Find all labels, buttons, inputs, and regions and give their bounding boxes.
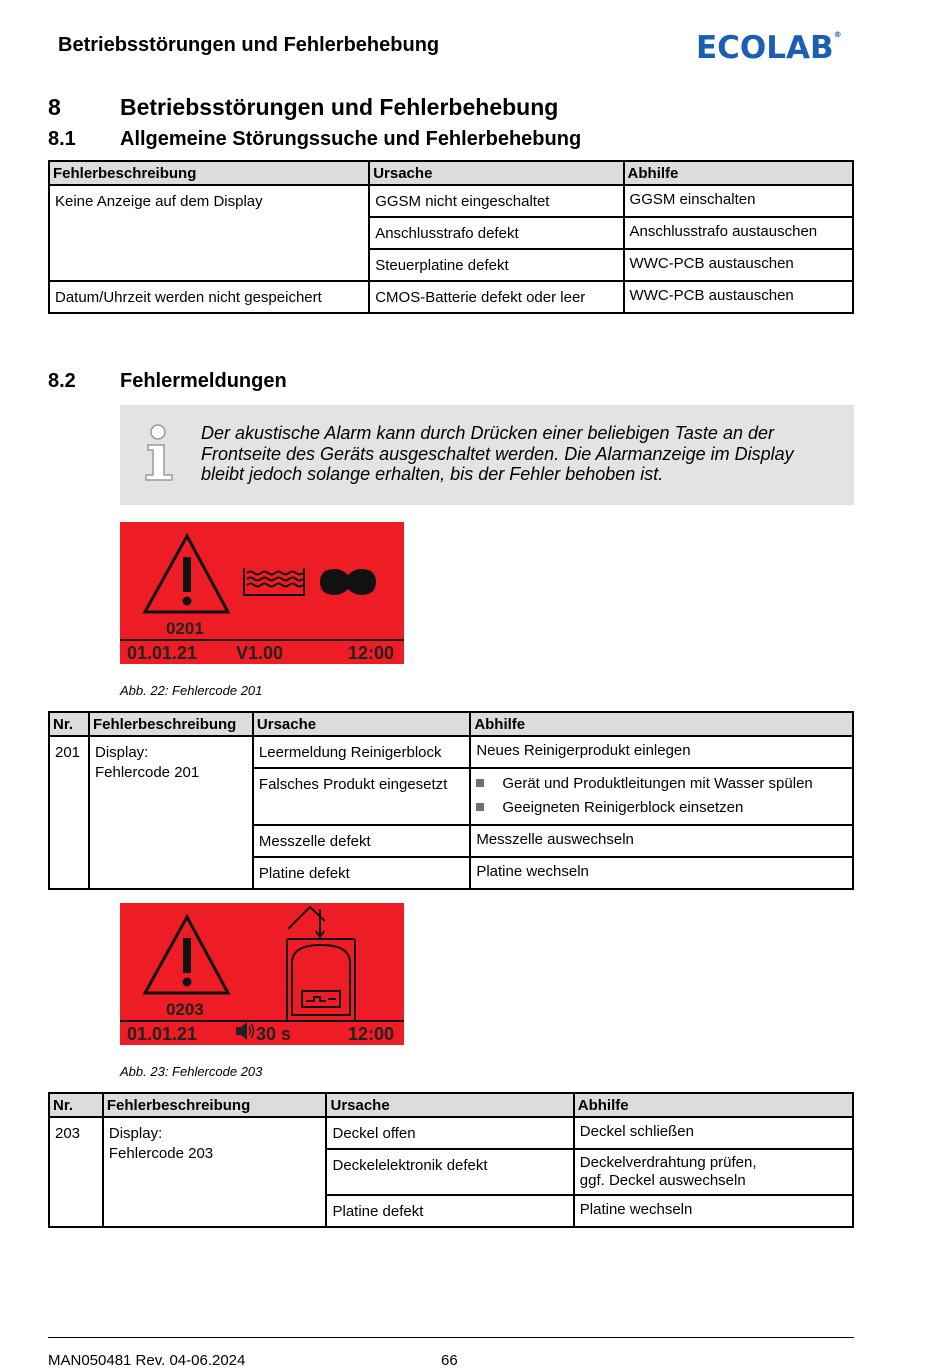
section-82-number: 8.2: [48, 370, 76, 392]
table-cell: [470, 768, 853, 825]
display-timer: 30 s: [256, 1024, 292, 1044]
section-81-number: 8.1: [48, 128, 76, 150]
info-icon: [140, 423, 180, 483]
section-8-title: Betriebsstörungen und Fehlerbehebung: [120, 94, 559, 120]
figure-caption-23: Abb. 23: Fehlercode 203: [120, 1064, 263, 1079]
display-time: 12:00: [348, 643, 395, 663]
column-header: Nr.: [49, 712, 89, 736]
column-header: Abhilfe: [574, 1093, 853, 1117]
table-cell: Deckel schließen: [574, 1117, 853, 1149]
table-cell: CMOS-Batterie defekt oder leer: [369, 281, 623, 313]
header-title: Betriebsstörungen und Fehlerbehebung: [58, 34, 440, 56]
error-203-table: [48, 1092, 854, 1228]
column-header: Abhilfe: [624, 161, 853, 185]
table-header-row: [49, 161, 853, 185]
table-cell: Messzelle auswechseln: [470, 825, 853, 857]
table-cell: Deckelverdrahtung prüfen, ggf. Deckel auswechseln: [574, 1149, 853, 1195]
column-header: Fehlerbeschreibung: [103, 1093, 327, 1117]
column-header: Fehlerbeschreibung: [49, 161, 369, 185]
column-header: Abhilfe: [470, 712, 853, 736]
table-cell: WWC-PCB austauschen: [624, 249, 853, 281]
table-cell: Platine wechseln: [470, 857, 853, 889]
table-header-row: [49, 1093, 853, 1117]
table-cell: Anschlusstrafo defekt: [369, 217, 623, 249]
footer-divider: [48, 1337, 854, 1338]
table-cell: Datum/Uhrzeit werden nicht gespeichert: [49, 281, 369, 313]
column-header: Nr.: [49, 1093, 103, 1117]
document-number: MAN050481 Rev. 04-06.2024: [48, 1352, 246, 1369]
display-version: V1.00: [236, 643, 284, 663]
table-cell: Deckelelektronik defekt: [326, 1149, 573, 1195]
table-cell: Anschlusstrafo austauschen: [624, 217, 853, 249]
info-note-text: Der akustische Alarm kann durch Drücken einer beliebigen Taste an der Frontseite des Geräts ausgeschaltet werden. Die Alarmanzeige im Display bleibt jedoch solange erhalten, bis der Fehler behoben ist.: [201, 423, 794, 484]
speaker-icon: [236, 1022, 254, 1040]
table-cell: Leermeldung Reinigerblock: [253, 736, 470, 768]
section-8-number: 8: [48, 94, 61, 120]
display-date: 01.01.21: [127, 643, 198, 663]
table-cell: Platine defekt: [253, 857, 470, 889]
table-cell: Keine Anzeige auf dem Display: [49, 185, 369, 281]
water-container-icon: [244, 568, 304, 595]
page-number: 66: [441, 1352, 458, 1369]
table-cell: Display: Fehlercode 203: [103, 1117, 327, 1227]
error-code: 0201: [166, 619, 204, 638]
display-time: 12:00: [348, 1024, 395, 1044]
table-cell: GGSM einschalten: [624, 185, 853, 217]
list-item: Gerät und Produktleitungen mit Wasser spülen: [476, 772, 847, 796]
error-code: 0203: [166, 1000, 204, 1019]
table-cell: Display: Fehlercode 201: [89, 736, 253, 889]
table-cell: 201: [49, 736, 89, 889]
table-cell: 203: [49, 1117, 103, 1227]
column-header: Ursache: [326, 1093, 573, 1117]
table-cell: GGSM nicht eingeschaltet: [369, 185, 623, 217]
display-screen-203: [120, 903, 404, 1045]
table-cell: Steuerplatine defekt: [369, 249, 623, 281]
table-cell: WWC-PCB austauschen: [624, 281, 853, 313]
table-header-row: [49, 712, 853, 736]
figure-caption-22: Abb. 22: Fehlercode 201: [120, 683, 263, 698]
table-cell: Neues Reinigerprodukt einlegen: [470, 736, 853, 768]
table-row: [49, 1117, 853, 1149]
table-row: [49, 281, 853, 313]
section-82-title: Fehlermeldungen: [120, 370, 287, 392]
column-header: Ursache: [253, 712, 470, 736]
column-header: Fehlerbeschreibung: [89, 712, 253, 736]
open-lid-icon: [287, 907, 355, 1021]
table-cell: Platine wechseln: [574, 1195, 853, 1227]
cleaner-block-icon: [320, 569, 376, 595]
table-row: [49, 185, 853, 217]
error-201-table: [48, 711, 854, 890]
troubleshooting-table: [48, 160, 854, 314]
table-cell: Platine defekt: [326, 1195, 573, 1227]
table-cell: Deckel offen: [326, 1117, 573, 1149]
table-cell: Messzelle defekt: [253, 825, 470, 857]
table-row: [49, 736, 853, 768]
column-header: Ursache: [369, 161, 623, 185]
display-screen-201: [120, 522, 404, 664]
ecolab-logo: ECOLAB®: [696, 30, 842, 66]
bullet-square-icon: [476, 779, 484, 787]
section-81-title: Allgemeine Störungssuche und Fehlerbehebung: [120, 128, 582, 150]
bullet-square-icon: [476, 803, 484, 811]
table-cell: Falsches Produkt eingesetzt: [253, 768, 470, 825]
display-date: 01.01.21: [127, 1024, 198, 1044]
list-item: Geeigneten Reinigerblock einsetzen: [476, 796, 847, 820]
